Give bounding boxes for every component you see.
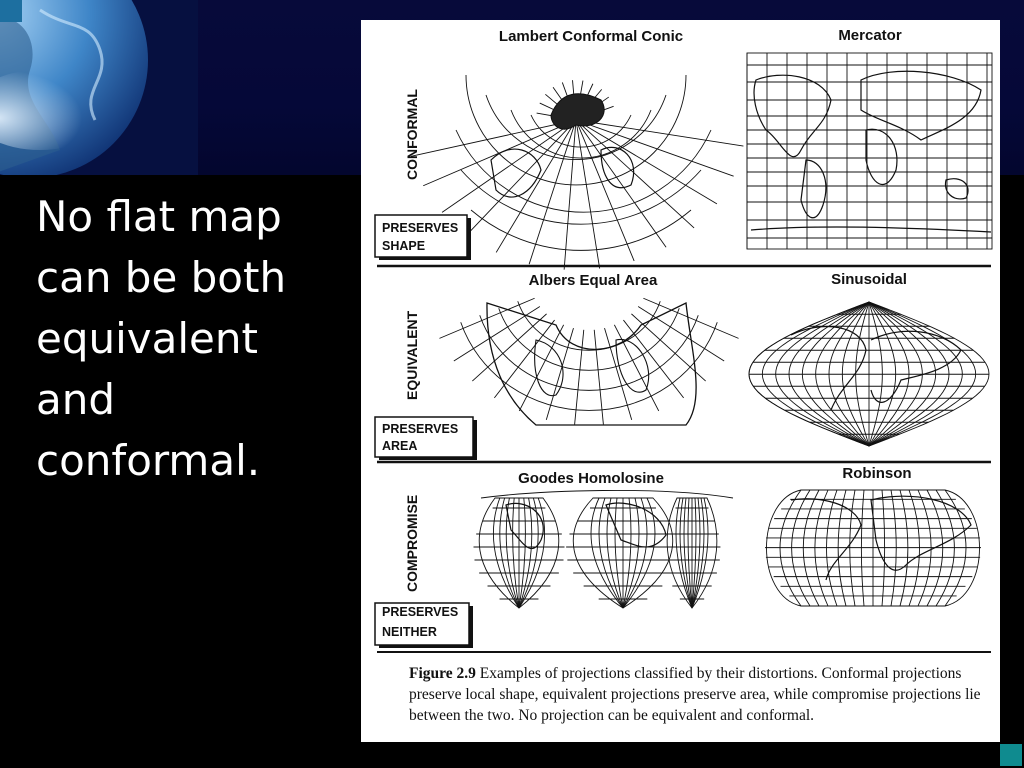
map-albers <box>439 298 738 425</box>
map-sinusoidal <box>749 302 989 446</box>
body-line: and <box>36 375 116 424</box>
badge-line: NEITHER <box>382 625 437 639</box>
map-title-sinusoidal: Sinusoidal <box>831 271 907 288</box>
projection-figure <box>361 20 1000 742</box>
map-goode <box>473 490 733 608</box>
badge-line: PRESERVES <box>382 221 459 235</box>
body-line: conformal. <box>36 436 261 485</box>
row-label-compromise: COMPROMISE <box>404 494 420 592</box>
body-line: No flat map <box>36 192 282 241</box>
caption-text: Examples of projections classified by their distortions. Conformal projections preserve local shape, equivalent projections preserve area, while compromise projections lie between the two. No projection can be equivalent and conformal. <box>409 665 981 724</box>
square-icon[interactable] <box>1000 744 1022 766</box>
badge-preserves-shape <box>375 215 471 260</box>
map-title-goode: Goodes Homolosine <box>518 470 664 487</box>
map-title-robinson: Robinson <box>842 465 912 482</box>
map-title-lambert: Lambert Conformal Conic <box>498 28 684 45</box>
badge-preserves-neither <box>375 603 473 648</box>
figure-graphic <box>361 20 1000 742</box>
figure-caption <box>409 663 994 726</box>
badge-preserves-area <box>375 417 477 460</box>
map-robinson <box>765 490 981 606</box>
slide-body-text <box>36 186 336 491</box>
badge-line: SHAPE <box>382 239 426 253</box>
globe-image <box>0 0 198 175</box>
map-title-albers: Albers Equal Area <box>528 272 658 289</box>
map-mercator <box>747 53 992 249</box>
row-label-equivalent: EQUIVALENT <box>404 310 420 400</box>
body-line: equivalent <box>36 314 258 363</box>
body-line: can be both <box>36 253 287 302</box>
square-icon <box>0 0 22 22</box>
badge-line: PRESERVES <box>382 422 459 436</box>
badge-line: AREA <box>382 439 418 453</box>
map-title-mercator: Mercator <box>838 27 902 44</box>
caption-label: Figure 2.9 <box>409 665 476 682</box>
globe-icon <box>0 0 198 175</box>
row-label-conformal: CONFORMAL <box>404 89 420 180</box>
badge-line: PRESERVES <box>382 605 459 619</box>
